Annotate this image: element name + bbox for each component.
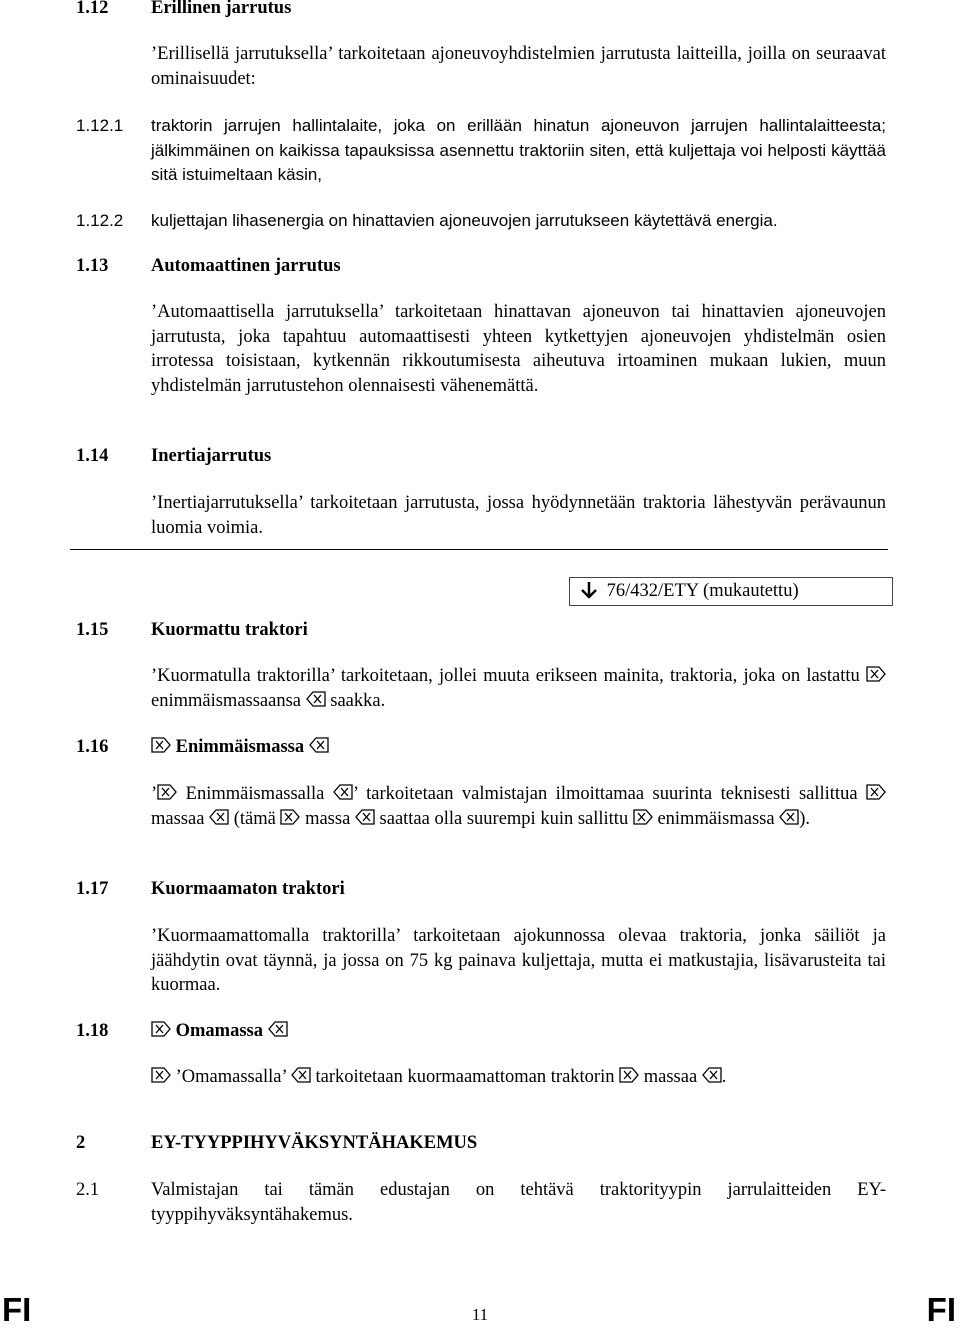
down-arrow-icon-glyph [578, 581, 602, 597]
section-number: 1.17 [76, 879, 109, 899]
text-run: ). [799, 808, 811, 829]
insert-end-icon [291, 1067, 311, 1083]
horizontal-rule [70, 549, 888, 550]
insert-start-icon [619, 1067, 639, 1083]
paragraph [151, 1065, 886, 1090]
text-run: enimmäismassa [657, 808, 775, 829]
insert-end-icon [306, 691, 326, 707]
text-run: massaa [151, 808, 205, 829]
insert-start-icon [151, 1021, 171, 1037]
text-run: saattaa olla suurempi kuin sallittu [379, 808, 629, 829]
item-number: 1.12.2 [76, 211, 124, 230]
section-title: Inertiajarrutus [151, 446, 272, 466]
text-run: saakka. [330, 690, 386, 711]
insert-start-icon [157, 784, 177, 800]
section-title: Enimmäismassa [175, 737, 305, 757]
insert-end-icon [209, 809, 229, 825]
insert-end-icon [779, 809, 799, 825]
text-run: (tämä [233, 808, 276, 829]
section-number: 2.1 [76, 1180, 100, 1200]
section-title: Automaattinen jarrutus [151, 256, 341, 276]
amendment-text: 76/432/ETY (mukautettu) [606, 581, 799, 601]
insert-start-icon [866, 666, 886, 682]
text-run: massaa [643, 1067, 698, 1087]
insert-end-icon [333, 784, 353, 800]
section-number: 1.15 [76, 620, 109, 640]
paragraph: ’Inertiajarrutuksella’ tarkoitetaan jarrutusta, jossa hyödynnetään traktoria lähestyvän perävaunun luomia voimia. [151, 493, 886, 538]
text-run: ’ [151, 784, 158, 804]
text-run: ’ tarkoitetaan valmistajan ilmoittamaa suurinta teknisesti sallittua [352, 784, 858, 804]
amendment-reference-box [569, 577, 893, 606]
footer-language-left: FI [2, 1291, 32, 1328]
page-number: 11 [471, 1305, 489, 1324]
insert-end-icon [702, 1067, 722, 1083]
section-title: Kuormaamaton traktori [151, 879, 345, 899]
insert-start-icon [866, 784, 886, 800]
chapter-title: EY-TYYPPIHYVÄKSYNTÄHAKEMUS [151, 1133, 478, 1153]
section-number: 1.14 [76, 446, 109, 466]
text-run: Enimmäismassalla [185, 784, 325, 804]
text-run: ’Kuormatulla traktorilla’ tarkoitetaan, jollei muuta erikseen mainita, traktoria, joka on lastattu [151, 666, 860, 686]
section-number: 1.12 [76, 0, 109, 18]
text-run: tarkoitetaan kuormaamattoman traktorin [315, 1067, 615, 1087]
paragraph [151, 664, 886, 713]
insert-end-icon [355, 809, 375, 825]
footer-language-right: FI [926, 1291, 956, 1328]
text-run: massa [305, 808, 351, 829]
text-run: . [721, 1067, 727, 1087]
insert-start-icon [151, 737, 171, 753]
section-title: Kuormattu traktori [151, 620, 308, 640]
item-number: 1.12.1 [76, 116, 124, 135]
text-run: ’Omamassalla’ [175, 1067, 287, 1087]
item-text: kuljettajan lihasenergia on hinattavien ajoneuvojen jarrutukseen käytettävä energia. [151, 211, 778, 230]
text-run: enimmäismassaansa [151, 690, 302, 711]
item-text: traktorin jarrujen hallintalaite, joka on erillään hinatun ajoneuvon jarrujen hallintalaitteesta; jälkimmäinen on kaikissa tapauksissa asennettu traktoriin siten, että kuljettaja voi helposti käyttää sitä istuimeltaan käsin, [151, 116, 886, 184]
paragraph: ’Kuormaamattomalla traktorilla’ tarkoitetaan ajokunnossa olevaa traktoria, jonka säiliöt ja jäähdytin ovat täynnä, ja jossa on 75 kg painava kuljettaja, mutta ei matkustajia, lisävarusteita tai kuormaa. [151, 926, 886, 995]
paragraph [151, 782, 886, 831]
section-number: 1.16 [76, 737, 109, 757]
section-title: Erillinen jarrutus [151, 0, 292, 18]
insert-start-icon [151, 1067, 171, 1083]
insert-end-icon [268, 1021, 288, 1037]
chapter-number: 2 [76, 1133, 86, 1153]
section-title: Omamassa [175, 1021, 263, 1041]
section-number: 1.13 [76, 256, 109, 276]
insert-start-icon [280, 809, 300, 825]
insert-end-icon [309, 737, 329, 753]
section-title-wrap [151, 735, 886, 760]
paragraph: ’Erillisellä jarrutuksella’ tarkoitetaan ajoneuvoyhdistelmien jarrutusta laitteilla, joilla on seuraavat ominaisuudet: [151, 44, 886, 89]
paragraph: Valmistajan tai tämän edustajan on tehtävä traktorityypin jarrulaitteiden EY-tyyppihyväksyntähakemus. [151, 1180, 886, 1225]
section-title-wrap [151, 1019, 886, 1044]
section-number: 1.18 [76, 1021, 109, 1041]
insert-start-icon [633, 809, 653, 825]
paragraph: ’Automaattisella jarrutuksella’ tarkoitetaan hinattavan ajoneuvon tai hinattavien ajoneuvojen jarrutusta, joka tapahtuu automaattisesti yhteen kytkettyjen ajoneuvojen yhdistelmän osien irrotessa toisistaan, kytkennän rikkoutumisesta aiheutuva irtoaminen mukaan lukien, muun yhdistelmän jarrutustehon olennaisesti vähenemättä. [151, 302, 886, 396]
